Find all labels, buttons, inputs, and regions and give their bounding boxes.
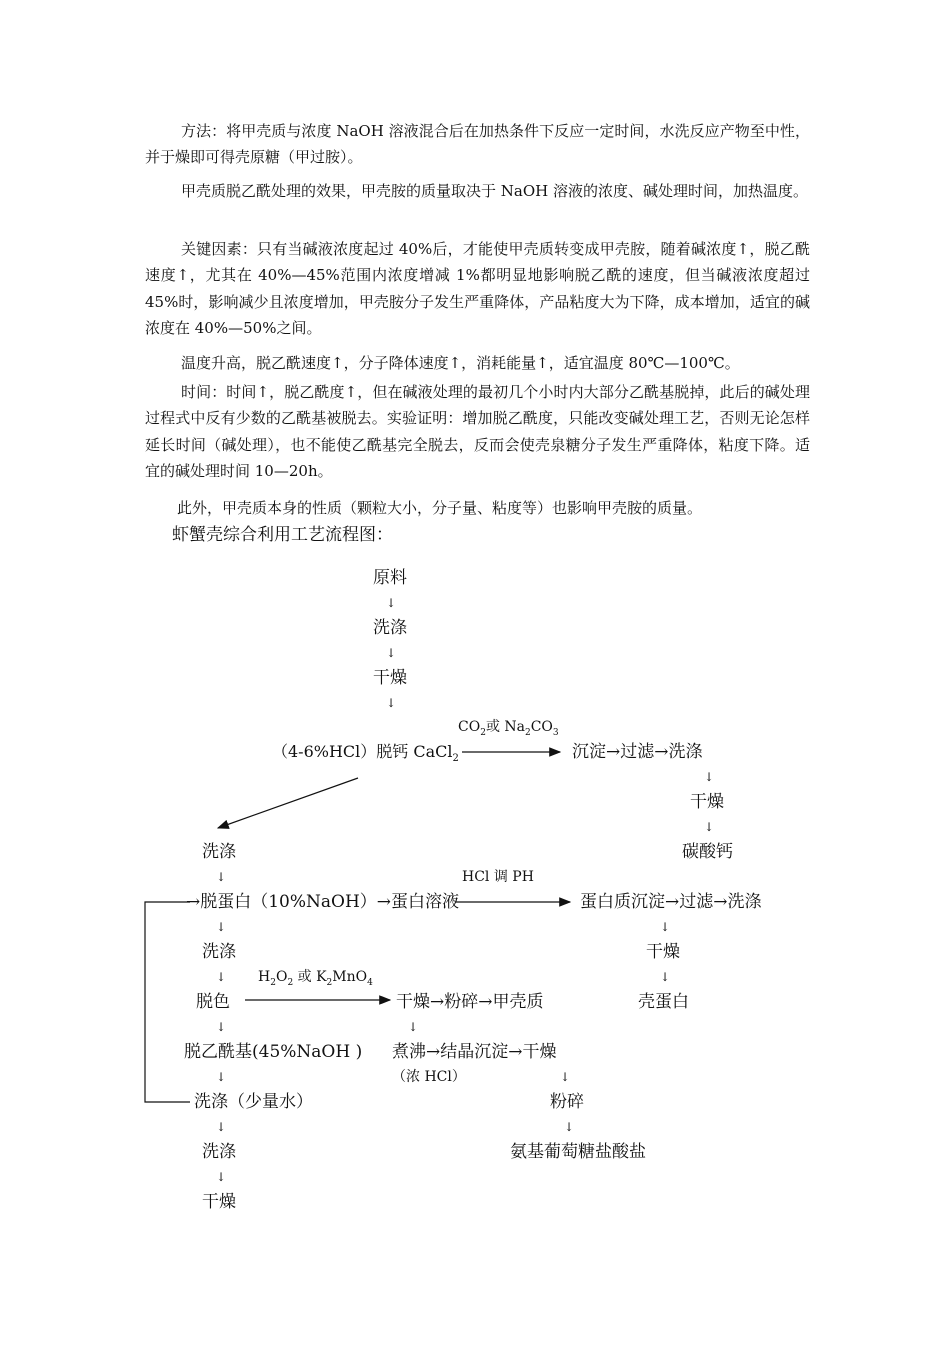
arrow-down-icon: ↓ <box>386 596 397 610</box>
node-wash-3: 洗涤 <box>202 942 236 962</box>
paragraph-temperature: 温度升高，脱乙酰速度↑，分子降体速度↑，消耗能量↑，适宜温度 80℃—100℃。 <box>181 354 740 372</box>
arrow-down-icon: ↓ <box>386 646 397 660</box>
node-boil-chain: 煮沸→结晶沉淀→干燥 <box>392 1042 557 1062</box>
arrow-down-icon: ↓ <box>216 870 227 884</box>
arrow-down-icon: ↓ <box>704 770 715 784</box>
paragraph-key-factors: 关键因素：只有当碱液浓度起过 40%后，才能使甲壳质转变成甲壳胺，随着碱浓度↑，脱乙酰速度↑，尤其在 40%—45%范围内浓度增减 1%都明显地影响脱乙酰的速度，但当碱液浓度超过 45%时，影响减少且浓度增加，甲壳胺分子发生严重降体，产品粘度大为下降，成本增加，适宜的碱浓度在 40%—50%之间。 <box>145 240 810 337</box>
node-wash-little-water: 洗涤（少量水） <box>194 1092 313 1112</box>
label-co2-na2co3: $CO_2$或 $Na_2CO_3$ <box>458 719 559 738</box>
flow-chart-title: 虾蟹壳综合利用工艺流程图： <box>172 525 393 545</box>
arrow-down-icon: ↓ <box>660 920 671 934</box>
recycle-loop-line <box>145 902 190 1102</box>
label-conc-hcl: （浓 HCl） <box>392 1069 466 1085</box>
paragraph-other: 此外，甲壳质本身的性质（颗粒大小，分子量、粘度等）也影响甲壳胺的质量。 <box>177 499 703 517</box>
node-decalcify: （4-6%HCl）脱钙 CaCl$_2$ <box>272 742 459 765</box>
node-pulverize: 粉碎 <box>550 1092 584 1112</box>
node-deprotein: →脱蛋白（10%NaOH）→蛋白溶液 <box>186 892 460 912</box>
paragraph-method: 方法：将甲壳质与浓度 NaOH 溶液混合后在加热条件下反应一定时间，水洗反应产物至中性，并于燥即可得壳原糖（甲过胺）。 <box>145 122 810 167</box>
arrow-down-icon: ↓ <box>660 970 671 984</box>
paragraph-time: 时间：时间↑，脱乙酰度↑，但在碱液处理的最初几个小时内大部分乙酰基脱掉，此后的碱处理过程式中反有少数的乙酰基被脱去。实验证明：增加脱乙酰度，只能改变碱处理工艺，否则无论怎样延长时间（碱处理），也不能使乙酰基完全脱去，反而会使壳泉糖分子发生严重降体，粘度下降。适宜的碱处理时间 10—20h。 <box>145 383 810 480</box>
arrow-down-icon: ↓ <box>386 696 397 710</box>
node-chitin-chain: 干燥→粉碎→甲壳质 <box>396 992 544 1012</box>
arrow-to-wash <box>218 778 358 828</box>
arrow-down-icon: ↓ <box>216 1120 227 1134</box>
node-protein-chain: 蛋白质沉淀→过滤→洗涤 <box>580 892 762 912</box>
node-dry-final: 干燥 <box>202 1192 236 1212</box>
arrow-down-icon: ↓ <box>216 1070 227 1084</box>
arrow-down-icon: ↓ <box>564 1120 575 1134</box>
node-shell-protein: 壳蛋白 <box>638 992 689 1012</box>
arrow-down-icon: ↓ <box>216 920 227 934</box>
node-raw-material: 原料 <box>373 568 407 588</box>
node-wash-4: 洗涤 <box>202 1142 236 1162</box>
node-deacetylation: 脱乙酰基(45%NaOH ) <box>184 1042 363 1062</box>
arrow-down-icon: ↓ <box>216 970 227 984</box>
arrow-down-icon: ↓ <box>704 820 715 834</box>
arrow-down-icon: ↓ <box>216 1170 227 1184</box>
arrow-down-icon: ↓ <box>408 1020 419 1034</box>
label-hcl-ph: HCl 调 PH <box>462 869 534 885</box>
node-glucosamine: 氨基葡萄糖盐酸盐 <box>510 1142 646 1162</box>
node-calcium-dry: 干燥 <box>690 792 724 812</box>
node-protein-dry: 干燥 <box>646 942 680 962</box>
node-calcium-chain: 沉淀→过滤→洗涤 <box>572 742 703 762</box>
label-h2o2-kmno4: $H_2O_2$ 或 $K_2MnO_4$ <box>258 969 373 988</box>
node-decolor: 脱色 <box>196 992 230 1012</box>
arrow-down-icon: ↓ <box>560 1070 571 1084</box>
node-wash-2: 洗涤 <box>202 842 236 862</box>
arrow-down-icon: ↓ <box>216 1020 227 1034</box>
node-calcium-carbonate: 碳酸钙 <box>682 842 733 862</box>
node-dry-1: 干燥 <box>373 668 407 688</box>
node-wash-1: 洗涤 <box>373 618 407 638</box>
paragraph-effect: 甲壳质脱乙酰处理的效果，甲壳胺的质量取决于 NaOH 溶液的浓度、碱处理时间，加热温度。 <box>181 182 808 200</box>
